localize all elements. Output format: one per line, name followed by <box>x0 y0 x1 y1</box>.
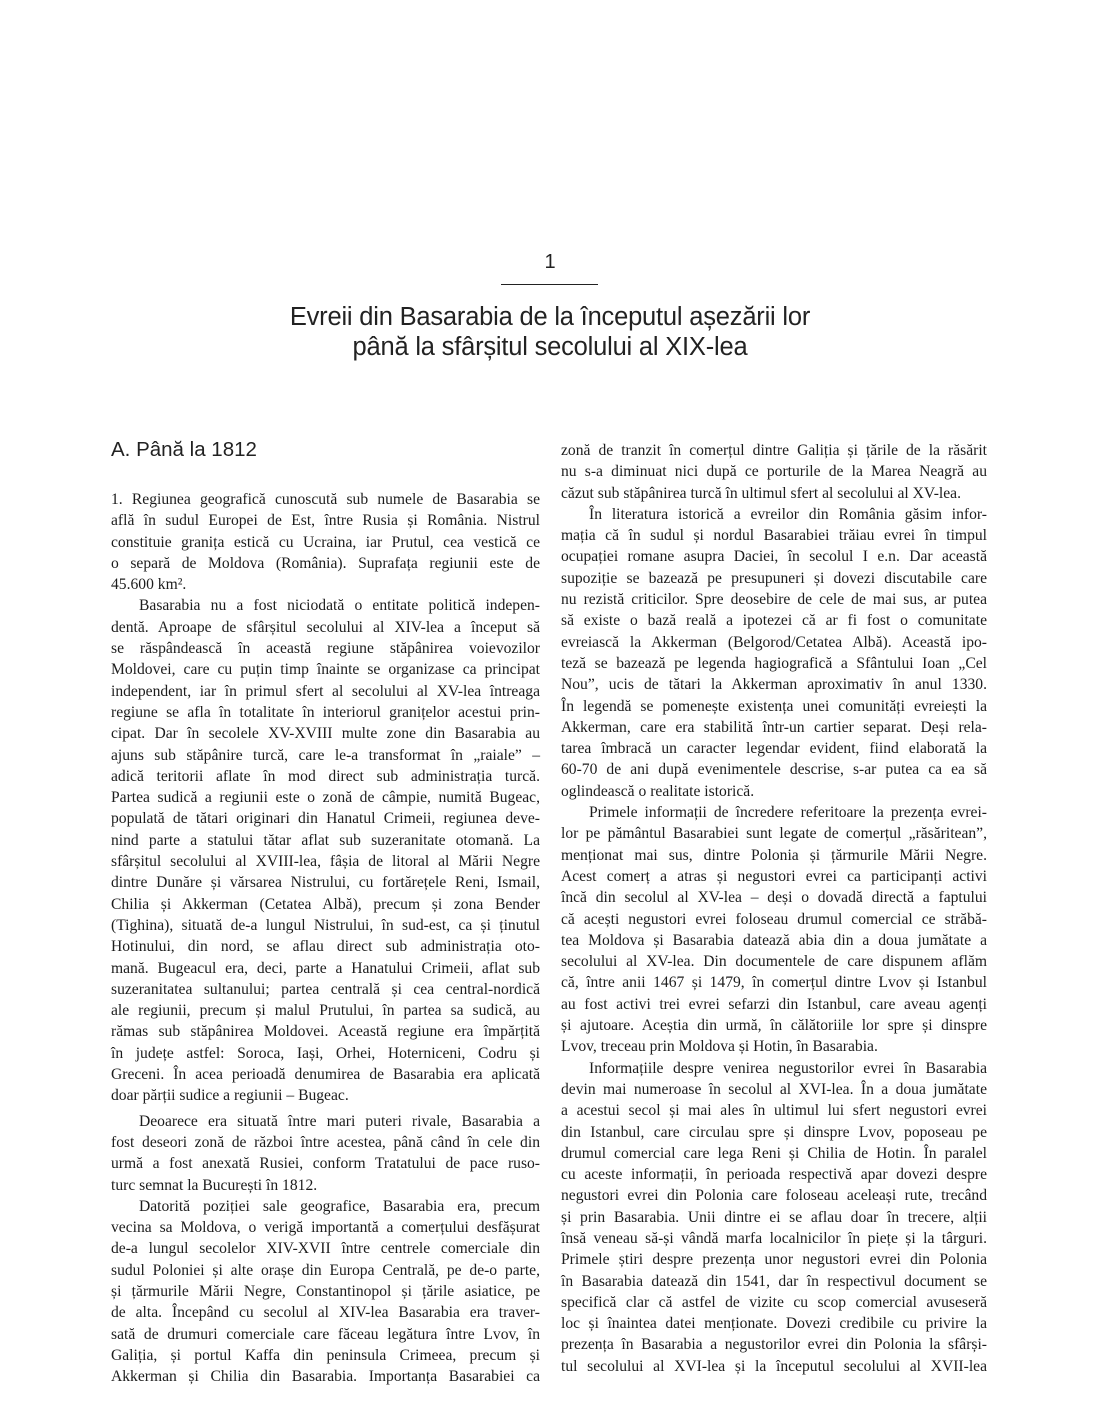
text-line: Moldovei, care cu puțin timp înainte se organizase ca principat <box>111 661 540 679</box>
text-line: În legendă se pomenește existența unei comunități evreiești la <box>561 697 987 715</box>
text-line: urmă a fost anexată Rusiei, conform Tratatului de pace ruso- <box>111 1155 540 1173</box>
text-line: și prin Basarabia. Unii dintre ei se aflau doar în trecere, alții <box>561 1208 987 1226</box>
text-line: În literatura istorică a evreilor din România găsim infor- <box>589 505 987 523</box>
text-line: tea Moldova și Basarabia datează abia din a doua jumătate a <box>561 931 987 949</box>
left-column <box>111 489 540 1387</box>
text-line: Akkerman, care era stabilită într-un cartier separat. Deși rela- <box>561 718 987 736</box>
text-line: în județe astfel: Soroca, Iași, Orhei, Hoterniceni, Codru și <box>111 1044 540 1062</box>
text-line: Acest comerț a atras și negustori evrei ca participanți activi <box>561 867 987 885</box>
paragraph <box>111 595 540 1106</box>
text-line: constituie granița estică cu Ucraina, iar Prutul, cea vestică ce <box>111 533 540 551</box>
text-line: tarea îmbracă un caracter legendar evident, fiind elaborată la <box>561 740 987 758</box>
text-line: turc semnat la București în 1812. <box>111 1176 318 1194</box>
text-line: Basarabia nu a fost niciodată o entitate politică indepen- <box>139 597 540 615</box>
text-line: Hotinului, din nord, se aflau direct sub administrația oto- <box>111 938 540 956</box>
text-line: Greceni. În acea perioadă denumirea de Basarabia era aplicată <box>111 1066 540 1084</box>
text-line: fost deseori zonă de război între acestea, până când în cele din <box>111 1133 540 1151</box>
text-line: nind parte a statului tătar aflat sub suzeranitate otomană. La <box>111 831 540 849</box>
text-line: prezența în Basarabia a negustorilor evrei din Polonia la sfârși- <box>561 1336 987 1354</box>
chapter-number-rule <box>501 284 598 285</box>
text-line: Informațiile despre venirea negustorilor evrei în Basarabia <box>589 1059 987 1077</box>
text-line: oglindească o realitate istorică. <box>561 782 755 800</box>
text-line: cipat. Dar în secolele XV-XVIII multe zone din Basarabia au <box>111 725 540 743</box>
text-line: independent, iar în primul sfert al secolului al XV-lea întreaga <box>111 682 540 700</box>
text-line: 1. Regiunea geografică cunoscută sub numele de Basarabia se <box>111 491 540 508</box>
text-line: în Basarabia datează din 1541, dar în respectivul document se <box>561 1272 987 1290</box>
text-line: Galiția, și portul Kaffa din peninsula Crimeea, precum și <box>111 1346 540 1364</box>
text-line: lor pe pământul Basarabiei sunt legate de comerțul „răsăritean”, <box>561 825 987 843</box>
text-line: se răspândească în această regiune stăpânirea voievozilor <box>111 640 540 658</box>
text-line: Primele știri despre prezența unor negustori evrei din Polonia <box>561 1251 987 1269</box>
text-line: și ajutoare. Aceștia din urmă, în călătoriile lor spre și dinspre <box>561 1017 987 1035</box>
text-line: au fost activi trei evrei sefarzi din Istanbul, care aveau agenți <box>561 995 987 1013</box>
text-line: însă veneau să-și vândă marfa localnicilor în piețe și la târguri. <box>561 1229 987 1247</box>
text-line: să existe o bază reală a ipotezei că ar fi fost o comunitate <box>561 612 987 630</box>
text-line: o separă de Moldova (România). Suprafața regiunii este de <box>111 554 540 572</box>
text-line: populată de tătari originari din Hanatul Crimeii, regiunea deve- <box>111 810 540 828</box>
text-line: secolului al XV-lea. Din documentele de care dispunem aflăm <box>561 953 987 971</box>
text-line: află în sudul Europei de Est, între Rusia și România. Nistrul <box>111 512 540 530</box>
text-line: ajuns sub stăpânire turcă, care le-a transformat în „raiale” – <box>111 746 540 764</box>
text-line: sfârșitul secolului al XVIII-lea, fâșia de litoral al Mării Negre <box>111 853 540 871</box>
text-line: că, între anii 1467 și 1479, în comerțul dintre Lvov și Istanbul <box>561 974 987 992</box>
text-line: de alta. Începând cu secolul al XIV-lea Basarabia era traver- <box>111 1304 540 1322</box>
chapter-number: 1 <box>544 251 556 273</box>
text-line: nu s-a diminuat nici după ce porturile de la Marea Neagră au <box>561 463 987 481</box>
text-line: că acești negustori evrei foloseau drumul comercial ce străbă- <box>561 910 987 928</box>
paragraph <box>111 489 540 595</box>
text-line: sudul Poloniei și alte orașe din Europa Centrală, pe de-o parte, <box>111 1261 540 1279</box>
paragraph <box>561 504 987 802</box>
paragraph <box>111 1196 540 1388</box>
text-line: menționat mai sus, dintre Polonia și țărmurile Mării Negre. <box>561 846 987 864</box>
text-line: dentă. Aproape de sfârșitul secolului al XIV-lea a început să <box>111 618 540 636</box>
paragraph <box>111 1111 540 1196</box>
text-line: (Tighina), situată de-a lungul Nistrului, în sud-est, ca și ținutul <box>111 916 540 934</box>
paragraph <box>561 440 987 504</box>
text-line: mană. Bugeacul era, deci, parte a Hanatului Crimeii, aflat sub <box>111 959 540 977</box>
text-line: 45.600 km². <box>111 576 187 594</box>
text-line: tul secolului al XVI-lea și la începutul secolului al XVII-lea <box>561 1357 987 1375</box>
text-line: Nou”, ucis de tătari la Akkerman aproximativ în anul 1330. <box>561 676 987 694</box>
text-line: doar părții sudice a regiunii – Bugeac. <box>111 1087 349 1105</box>
right-column <box>561 440 987 1377</box>
text-line: Akkerman și Chilia din Basarabia. Importanța Basarabiei ca <box>111 1368 540 1386</box>
text-line: căzut sub stăpânirea turcă în ultimul sfert al secolului al XV-lea. <box>561 484 961 502</box>
text-line: Chilia și Akkerman (Cetatea Albă), precum și zona Bender <box>111 895 540 913</box>
text-line: din Istanbul, care circulau spre și dinspre Lvov, poposeau pe <box>561 1123 987 1141</box>
text-line: de-a lungul secolelor XIV-XVII între centrele comerciale din <box>111 1240 540 1258</box>
text-line: sată de drumuri comerciale care făceau legătura între Lvov, în <box>111 1325 540 1343</box>
section-heading: A. Până la 1812 <box>111 438 257 461</box>
text-line: Primele informații de încredere referitoare la prezența evrei- <box>589 804 987 822</box>
text-line: suzeranitatea sultanului; partea centrală și cea central-nordică <box>111 980 540 998</box>
text-line: mația că în sudul și nordul Basarabiei trăiau evrei în timpul <box>561 527 987 545</box>
text-line: ocupației romane asupra Daciei, în secolul I e.n. Dar această <box>561 548 987 566</box>
text-line: evreiască la Akkerman (Belgorod/Cetatea Albă). Această ipo- <box>561 633 987 651</box>
text-line: loc și înaintea datei menționate. Dovezi credibile cu privire la <box>561 1315 987 1333</box>
text-line: rămas sub stăpânirea Moldovei. Această regiune era împărțită <box>111 1023 540 1041</box>
text-line: Lvov, treceau prin Moldova și Hotin, în Basarabia. <box>561 1038 878 1056</box>
chapter-title-line-1: Evreii din Basarabia de la începutul așezării lor <box>289 303 811 331</box>
text-line: a acestui secol și mai ales în ultimul lui sfert negustori evrei <box>561 1102 987 1120</box>
text-line: specifică clar că astfel de vizite cu scop comercial avuseseră <box>561 1293 987 1311</box>
text-line: vecina sa Moldova, o verigă importantă a comerțului desfășurat <box>111 1219 540 1237</box>
text-line: supoziție se bazează pe presupuneri și dovezi discutabile care <box>561 569 987 587</box>
chapter-title <box>0 302 1100 362</box>
text-line: încă din secolul al XV-lea – deși o dovadă directă a faptului <box>561 889 987 907</box>
text-line: Deoarece era situată între mari puteri rivale, Basarabia a <box>139 1112 540 1130</box>
text-line: nu rezistă criticilor. Spre deosebire de cele de mai sus, ar putea <box>561 591 987 609</box>
text-line: ale regiunii, precum și malul Prutului, în partea sa sudică, au <box>111 1002 540 1020</box>
text-line: devin mai numeroase în secolul al XVI-lea. În a doua jumătate <box>561 1080 987 1098</box>
text-line: zonă de tranzit în comerțul dintre Galiția și țările de la răsărit <box>561 442 987 459</box>
text-line: adică teritorii aflate în mod direct sub administrația turcă. <box>111 767 540 785</box>
text-line: negustori evrei din Polonia care foloseau aceleași rute, trecând <box>561 1187 987 1205</box>
paragraph <box>561 802 987 1058</box>
text-line: drumul comercial care lega Reni și Chilia de Hotin. În paralel <box>561 1144 987 1162</box>
text-line: teză se bazează pe legenda hagiografică a Sfântului Ioan „Cel <box>561 654 987 672</box>
chapter-title-line-2: până la sfârșitul secolului al XIX-lea <box>352 333 748 361</box>
text-line: și țărmurile Mării Negre, Constantinopol și țările asiatice, pe <box>111 1282 540 1300</box>
text-line: Partea sudică a regiunii este o zonă de câmpie, numită Bugeac, <box>111 789 540 807</box>
text-line: Datorită poziției sale geografice, Basarabia era, precum <box>139 1197 540 1215</box>
text-line: dintre Dunăre și vărsarea Nistrului, cu fortărețele Reni, Ismail, <box>111 874 540 892</box>
text-line: regiune se afla în totalitate în interiorul granițelor acestui prin- <box>111 703 540 721</box>
text-line: cu aceste informații, în perioada respectivă apar dovezi despre <box>561 1166 987 1184</box>
paragraph <box>561 1058 987 1377</box>
text-line: 60-70 de ani după evenimentele descrise, s-ar putea ca ea să <box>561 761 987 779</box>
